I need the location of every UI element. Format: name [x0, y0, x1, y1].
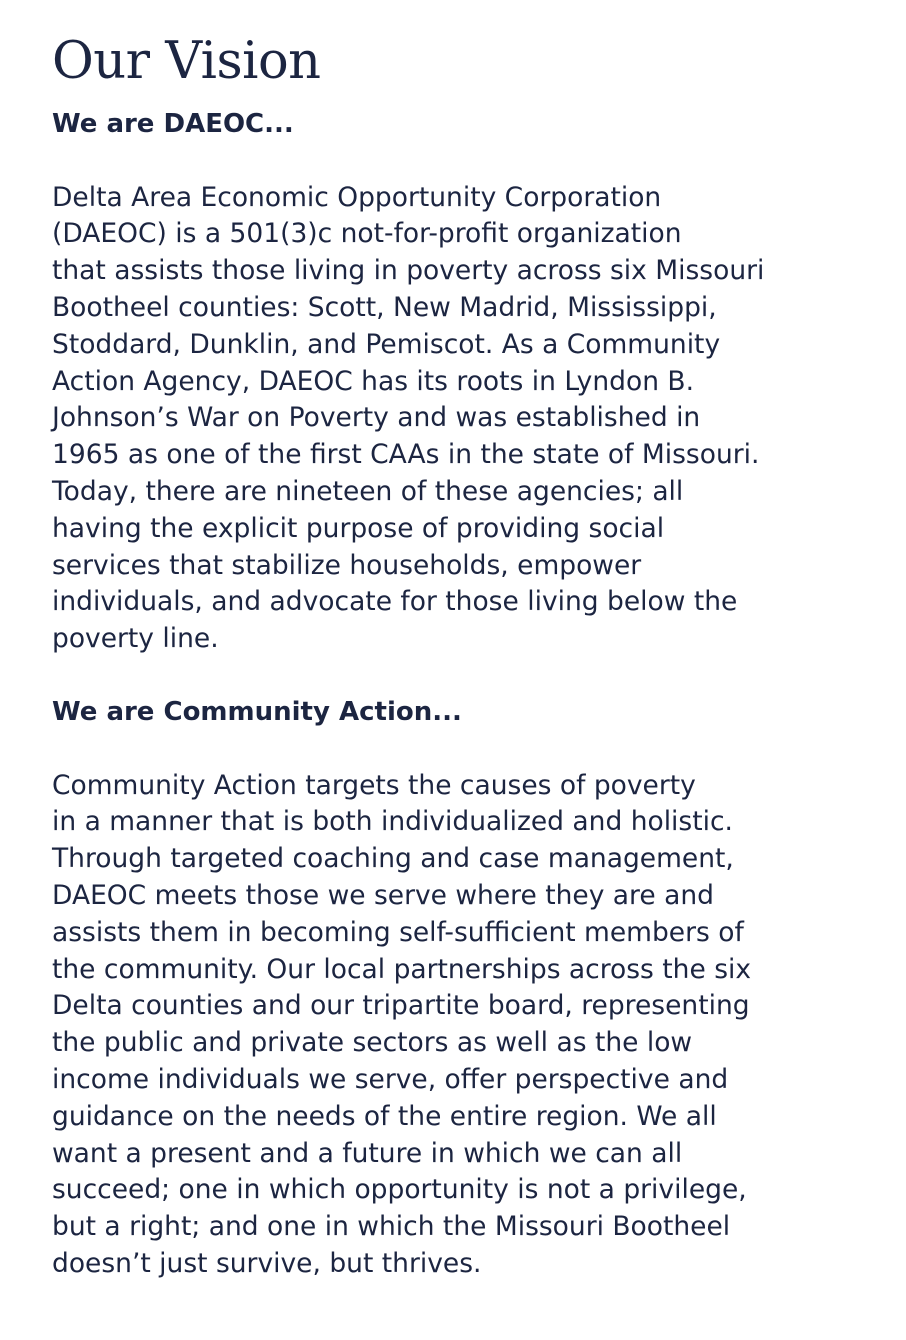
- body-line: (DAEOC) is a 501(3)c not-for-profit organization: [52, 218, 682, 250]
- body-line: Stoddard, Dunklin, and Pemiscot. As a Community: [52, 328, 721, 360]
- body-line: in a manner that is both individualized and holistic.: [52, 806, 733, 838]
- section-body-community-action: [52, 768, 882, 1283]
- body-line: the community. Our local partnerships across the six: [52, 953, 752, 985]
- body-line: individuals, and advocate for those living below the: [52, 586, 738, 618]
- section-body-daeoc: [52, 180, 882, 658]
- body-line: the public and private sectors as well as the low: [52, 1027, 693, 1059]
- body-line: Delta Area Economic Opportunity Corporation: [52, 181, 662, 213]
- body-line: Through targeted coaching and case management,: [52, 843, 734, 875]
- section-heading-daeoc: We are DAEOC...: [52, 109, 294, 139]
- body-line: but a right; and one in which the Missouri Bootheel: [52, 1211, 731, 1243]
- page-title: Our Vision: [52, 32, 321, 91]
- body-line: having the explicit purpose of providing social: [52, 512, 665, 544]
- body-line: DAEOC meets those we serve where they are and: [52, 879, 714, 911]
- body-line: Delta counties and our tripartite board, representing: [52, 990, 750, 1022]
- body-line: income individuals we serve, offer perspective and: [52, 1063, 729, 1095]
- body-line: want a present and a future in which we can all: [52, 1137, 683, 1169]
- body-line: Johnson’s War on Poverty and was established in: [52, 402, 701, 434]
- body-line: 1965 as one of the first CAAs in the state of Missouri.: [52, 439, 760, 471]
- body-line: Community Action targets the causes of poverty: [52, 769, 696, 801]
- body-line: Bootheel counties: Scott, New Madrid, Mississippi,: [52, 291, 717, 323]
- body-line: poverty line.: [52, 623, 219, 655]
- vision-page: [52, 30, 882, 1283]
- body-line: assists them in becoming self-sufficient members of: [52, 916, 744, 948]
- body-line: services that stabilize households, empower: [52, 549, 642, 581]
- body-line: guidance on the needs of the entire region. We all: [52, 1100, 717, 1132]
- section-heading-community-action: We are Community Action...: [52, 696, 462, 727]
- body-line: doesn’t just survive, but thrives.: [52, 1247, 482, 1279]
- body-line: Today, there are nineteen of these agencies; all: [52, 475, 684, 507]
- body-line: Action Agency, DAEOC has its roots in Lyndon B.: [52, 365, 695, 397]
- body-line: succeed; one in which opportunity is not a privilege,: [52, 1174, 747, 1206]
- body-line: that assists those living in poverty across six Missouri: [52, 255, 765, 287]
